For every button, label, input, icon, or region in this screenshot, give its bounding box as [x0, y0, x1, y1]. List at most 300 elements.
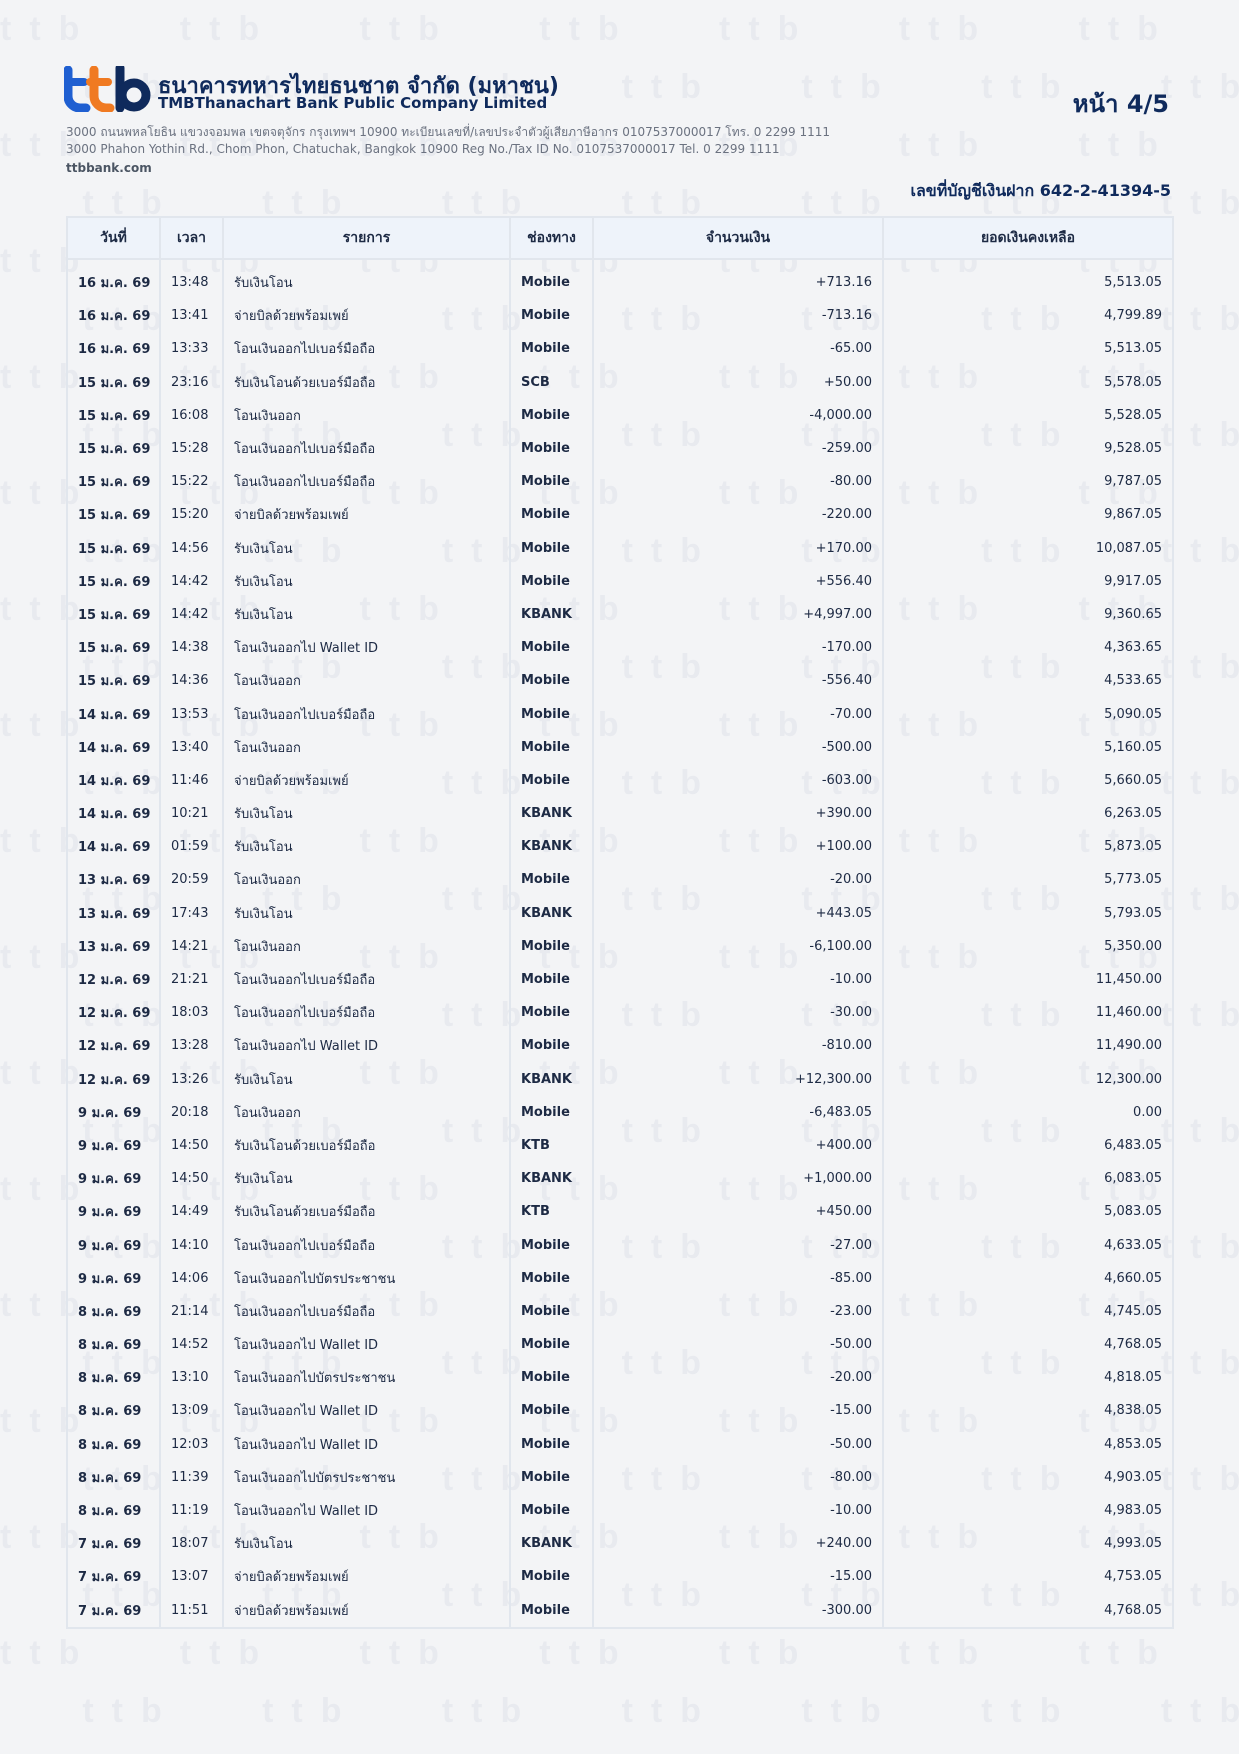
cell-balance: 4,768.05 [883, 1328, 1173, 1361]
cell-balance: 4,768.05 [883, 1594, 1173, 1628]
cell-date: 7 ม.ค. 69 [67, 1527, 160, 1560]
cell-date: 9 ม.ค. 69 [67, 1162, 160, 1195]
cell-time: 11:46 [160, 764, 223, 797]
cell-date: 8 ม.ค. 69 [67, 1494, 160, 1527]
cell-description: รับเงินโอน [223, 532, 510, 565]
table-row [67, 697, 1173, 730]
table-row [67, 299, 1173, 332]
ttb-logo [64, 66, 152, 112]
cell-amount: +100.00 [593, 830, 883, 863]
cell-channel: Mobile [510, 1594, 593, 1628]
cell-description: โอนเงินออกไปเบอร์มือถือ [223, 465, 510, 498]
cell-date: 15 ม.ค. 69 [67, 664, 160, 697]
cell-channel: Mobile [510, 532, 593, 565]
cell-balance: 9,917.05 [883, 565, 1173, 598]
table-row [67, 863, 1173, 896]
cell-amount: -27.00 [593, 1228, 883, 1261]
cell-description: โอนเงินออกไปบัตรประชาชน [223, 1262, 510, 1295]
cell-time: 13:40 [160, 731, 223, 764]
table-row [67, 764, 1173, 797]
cell-time: 12:03 [160, 1428, 223, 1461]
cell-balance: 4,993.05 [883, 1527, 1173, 1560]
cell-date: 8 ม.ค. 69 [67, 1361, 160, 1394]
cell-description: โอนเงินออก [223, 399, 510, 432]
cell-time: 18:07 [160, 1527, 223, 1560]
cell-balance: 5,350.00 [883, 930, 1173, 963]
cell-date: 15 ม.ค. 69 [67, 366, 160, 399]
cell-description: โอนเงินออก [223, 731, 510, 764]
table-row [67, 1295, 1173, 1328]
cell-amount: -6,100.00 [593, 930, 883, 963]
cell-date: 12 ม.ค. 69 [67, 996, 160, 1029]
cell-time: 14:42 [160, 598, 223, 631]
cell-description: โอนเงินออกไปบัตรประชาชน [223, 1461, 510, 1494]
cell-amount: -15.00 [593, 1394, 883, 1427]
cell-date: 9 ม.ค. 69 [67, 1262, 160, 1295]
table-row [67, 1328, 1173, 1361]
cell-balance: 4,745.05 [883, 1295, 1173, 1328]
cell-amount: -6,483.05 [593, 1096, 883, 1129]
table-row [67, 1195, 1173, 1228]
cell-balance: 5,660.05 [883, 764, 1173, 797]
cell-balance: 4,753.05 [883, 1560, 1173, 1593]
cell-date: 9 ม.ค. 69 [67, 1096, 160, 1129]
table-row [67, 1461, 1173, 1494]
cell-description: โอนเงินออกไปเบอร์มือถือ [223, 963, 510, 996]
cell-amount: -80.00 [593, 1461, 883, 1494]
cell-balance: 5,513.05 [883, 259, 1173, 299]
cell-time: 14:06 [160, 1262, 223, 1295]
cell-channel: Mobile [510, 432, 593, 465]
cell-date: 16 ม.ค. 69 [67, 299, 160, 332]
cell-amount: -810.00 [593, 1029, 883, 1062]
cell-time: 18:03 [160, 996, 223, 1029]
cell-amount: -10.00 [593, 963, 883, 996]
cell-description: จ่ายบิลด้วยพร้อมเพย์ [223, 299, 510, 332]
cell-description: รับเงินโอน [223, 1162, 510, 1195]
cell-amount: +556.40 [593, 565, 883, 598]
cell-date: 15 ม.ค. 69 [67, 465, 160, 498]
cell-time: 14:50 [160, 1129, 223, 1162]
table-row [67, 996, 1173, 1029]
cell-channel: KBANK [510, 1527, 593, 1560]
table-row [67, 1494, 1173, 1527]
cell-balance: 5,528.05 [883, 399, 1173, 432]
cell-channel: Mobile [510, 1560, 593, 1593]
cell-date: 14 ม.ค. 69 [67, 830, 160, 863]
cell-balance: 0.00 [883, 1096, 1173, 1129]
table-row [67, 1560, 1173, 1593]
header-balance: ยอดเงินคงเหลือ [883, 217, 1173, 259]
header-amount: จำนวนเงิน [593, 217, 883, 259]
cell-time: 15:22 [160, 465, 223, 498]
cell-description: จ่ายบิลด้วยพร้อมเพย์ [223, 498, 510, 531]
cell-date: 15 ม.ค. 69 [67, 598, 160, 631]
cell-balance: 4,533.65 [883, 664, 1173, 697]
cell-time: 21:14 [160, 1295, 223, 1328]
cell-channel: Mobile [510, 664, 593, 697]
cell-time: 14:52 [160, 1328, 223, 1361]
cell-channel: Mobile [510, 399, 593, 432]
cell-date: 13 ม.ค. 69 [67, 930, 160, 963]
table-row [67, 930, 1173, 963]
cell-balance: 6,263.05 [883, 797, 1173, 830]
cell-time: 14:50 [160, 1162, 223, 1195]
cell-time: 10:21 [160, 797, 223, 830]
cell-date: 8 ม.ค. 69 [67, 1295, 160, 1328]
cell-balance: 4,799.89 [883, 299, 1173, 332]
cell-channel: Mobile [510, 498, 593, 531]
table-row [67, 1394, 1173, 1427]
cell-time: 14:38 [160, 631, 223, 664]
table-row [67, 565, 1173, 598]
cell-time: 21:21 [160, 963, 223, 996]
cell-amount: -603.00 [593, 764, 883, 797]
cell-time: 23:16 [160, 366, 223, 399]
cell-amount: -4,000.00 [593, 399, 883, 432]
cell-description: รับเงินโอน [223, 259, 510, 299]
cell-amount: +400.00 [593, 1129, 883, 1162]
cell-date: 14 ม.ค. 69 [67, 797, 160, 830]
table-row [67, 830, 1173, 863]
cell-date: 12 ม.ค. 69 [67, 963, 160, 996]
cell-time: 14:10 [160, 1228, 223, 1261]
cell-balance: 4,983.05 [883, 1494, 1173, 1527]
cell-time: 15:20 [160, 498, 223, 531]
cell-time: 14:36 [160, 664, 223, 697]
cell-channel: Mobile [510, 1461, 593, 1494]
cell-date: 7 ม.ค. 69 [67, 1560, 160, 1593]
cell-amount: -85.00 [593, 1262, 883, 1295]
cell-date: 15 ม.ค. 69 [67, 532, 160, 565]
website-link[interactable]: ttbbank.com [66, 161, 152, 175]
cell-channel: Mobile [510, 697, 593, 730]
cell-amount: -70.00 [593, 697, 883, 730]
cell-amount: +50.00 [593, 366, 883, 399]
cell-balance: 5,578.05 [883, 366, 1173, 399]
table-row [67, 432, 1173, 465]
cell-description: โอนเงินออกไป Wallet ID [223, 1394, 510, 1427]
cell-description: โอนเงินออก [223, 930, 510, 963]
cell-date: 14 ม.ค. 69 [67, 764, 160, 797]
account-number: เลขที่บัญชีเงินฝาก 642-2-41394-5 [910, 181, 1171, 200]
cell-amount: -65.00 [593, 332, 883, 365]
cell-amount: -220.00 [593, 498, 883, 531]
cell-description: รับเงินโอนด้วยเบอร์มือถือ [223, 1195, 510, 1228]
cell-date: 12 ม.ค. 69 [67, 1063, 160, 1096]
table-row [67, 1262, 1173, 1295]
cell-description: โอนเงินออก [223, 664, 510, 697]
table-row [67, 259, 1173, 299]
table-row [67, 731, 1173, 764]
cell-channel: SCB [510, 366, 593, 399]
cell-description: รับเงินโอน [223, 1527, 510, 1560]
table-row [67, 332, 1173, 365]
cell-description: โอนเงินออก [223, 863, 510, 896]
cell-balance: 5,090.05 [883, 697, 1173, 730]
table-row [67, 598, 1173, 631]
table-row [67, 366, 1173, 399]
cell-channel: Mobile [510, 1494, 593, 1527]
cell-description: โอนเงินออกไปเบอร์มือถือ [223, 1228, 510, 1261]
cell-channel: Mobile [510, 1328, 593, 1361]
cell-time: 14:42 [160, 565, 223, 598]
table-row [67, 631, 1173, 664]
table-row [67, 1594, 1173, 1628]
cell-time: 13:26 [160, 1063, 223, 1096]
cell-amount: -23.00 [593, 1295, 883, 1328]
cell-description: รับเงินโอน [223, 797, 510, 830]
cell-date: 14 ม.ค. 69 [67, 731, 160, 764]
cell-channel: KBANK [510, 897, 593, 930]
table-row [67, 399, 1173, 432]
cell-date: 15 ม.ค. 69 [67, 399, 160, 432]
bank-name-english: TMBThanachart Bank Public Company Limited [158, 94, 548, 112]
table-row [67, 1361, 1173, 1394]
header-time: เวลา [160, 217, 223, 259]
cell-channel: Mobile [510, 565, 593, 598]
cell-channel: Mobile [510, 930, 593, 963]
cell-description: จ่ายบิลด้วยพร้อมเพย์ [223, 1560, 510, 1593]
header-date: วันที่ [67, 217, 160, 259]
cell-date: 15 ม.ค. 69 [67, 631, 160, 664]
table-row [67, 897, 1173, 930]
cell-amount: -170.00 [593, 631, 883, 664]
cell-channel: Mobile [510, 1428, 593, 1461]
table-row [67, 1162, 1173, 1195]
table-row [67, 664, 1173, 697]
table-row [67, 1428, 1173, 1461]
cell-channel: Mobile [510, 1262, 593, 1295]
cell-date: 16 ม.ค. 69 [67, 332, 160, 365]
cell-channel: KBANK [510, 1162, 593, 1195]
cell-amount: +450.00 [593, 1195, 883, 1228]
cell-time: 11:19 [160, 1494, 223, 1527]
transaction-table [66, 216, 1174, 1629]
cell-balance: 12,300.00 [883, 1063, 1173, 1096]
cell-date: 13 ม.ค. 69 [67, 863, 160, 896]
cell-date: 16 ม.ค. 69 [67, 259, 160, 299]
cell-channel: Mobile [510, 1096, 593, 1129]
cell-amount: -50.00 [593, 1328, 883, 1361]
cell-channel: Mobile [510, 1029, 593, 1062]
cell-balance: 5,873.05 [883, 830, 1173, 863]
cell-date: 13 ม.ค. 69 [67, 897, 160, 930]
cell-description: รับเงินโอน [223, 830, 510, 863]
cell-description: รับเงินโอน [223, 1063, 510, 1096]
address-english: 3000 Phahon Yothin Rd., Chom Phon, Chatuchak, Bangkok 10900 Reg No./Tax ID No. 0107537000017 Tel. 0 2299 1111 [66, 142, 780, 156]
cell-date: 8 ม.ค. 69 [67, 1328, 160, 1361]
cell-time: 13:41 [160, 299, 223, 332]
cell-description: โอนเงินออกไป Wallet ID [223, 1029, 510, 1062]
cell-amount: -259.00 [593, 432, 883, 465]
cell-date: 9 ม.ค. 69 [67, 1228, 160, 1261]
cell-channel: KBANK [510, 797, 593, 830]
cell-balance: 9,360.65 [883, 598, 1173, 631]
cell-amount: +390.00 [593, 797, 883, 830]
cell-date: 9 ม.ค. 69 [67, 1129, 160, 1162]
cell-amount: +1,000.00 [593, 1162, 883, 1195]
cell-balance: 4,818.05 [883, 1361, 1173, 1394]
cell-amount: -20.00 [593, 1361, 883, 1394]
cell-balance: 6,483.05 [883, 1129, 1173, 1162]
cell-channel: Mobile [510, 731, 593, 764]
cell-amount: -713.16 [593, 299, 883, 332]
table-row [67, 1129, 1173, 1162]
table-row [67, 465, 1173, 498]
cell-amount: -300.00 [593, 1594, 883, 1628]
cell-amount: +12,300.00 [593, 1063, 883, 1096]
header-channel: ช่องทาง [510, 217, 593, 259]
cell-channel: Mobile [510, 1394, 593, 1427]
cell-description: รับเงินโอนด้วยเบอร์มือถือ [223, 366, 510, 399]
cell-amount: -500.00 [593, 731, 883, 764]
cell-channel: Mobile [510, 863, 593, 896]
table-row [67, 963, 1173, 996]
cell-date: 8 ม.ค. 69 [67, 1461, 160, 1494]
cell-description: โอนเงินออกไปเบอร์มือถือ [223, 697, 510, 730]
cell-channel: Mobile [510, 963, 593, 996]
cell-channel: Mobile [510, 1361, 593, 1394]
address-thai: 3000 ถนนพหลโยธิน แขวงจอมพล เขตจตุจักร กรุงเทพฯ 10900 ทะเบียนเลขที่/เลขประจำตัวผู้เสียภาษีอากร 0107537000017 โทร. 0 2299 1111 [66, 125, 831, 139]
cell-balance: 9,787.05 [883, 465, 1173, 498]
cell-balance: 4,660.05 [883, 1262, 1173, 1295]
cell-balance: 10,087.05 [883, 532, 1173, 565]
cell-amount: +170.00 [593, 532, 883, 565]
cell-time: 13:33 [160, 332, 223, 365]
cell-balance: 11,490.00 [883, 1029, 1173, 1062]
table-row [67, 498, 1173, 531]
table-row [67, 797, 1173, 830]
cell-description: โอนเงินออกไป Wallet ID [223, 1428, 510, 1461]
cell-time: 20:18 [160, 1096, 223, 1129]
cell-channel: KBANK [510, 830, 593, 863]
cell-time: 15:28 [160, 432, 223, 465]
header-description: รายการ [223, 217, 510, 259]
cell-balance: 5,160.05 [883, 731, 1173, 764]
cell-balance: 5,773.05 [883, 863, 1173, 896]
cell-description: จ่ายบิลด้วยพร้อมเพย์ [223, 764, 510, 797]
cell-channel: KTB [510, 1129, 593, 1162]
table-row [67, 1063, 1173, 1096]
cell-description: โอนเงินออกไป Wallet ID [223, 1494, 510, 1527]
cell-time: 13:09 [160, 1394, 223, 1427]
cell-balance: 4,633.05 [883, 1228, 1173, 1261]
cell-description: โอนเงินออก [223, 1096, 510, 1129]
cell-date: 8 ม.ค. 69 [67, 1394, 160, 1427]
cell-time: 13:10 [160, 1361, 223, 1394]
bank-name-thai: ธนาคารทหารไทยธนชาต จำกัด (มหาชน) [158, 74, 559, 99]
cell-date: 9 ม.ค. 69 [67, 1195, 160, 1228]
cell-time: 14:49 [160, 1195, 223, 1228]
cell-channel: Mobile [510, 259, 593, 299]
table-row [67, 1228, 1173, 1261]
table-row [67, 1029, 1173, 1062]
cell-amount: +240.00 [593, 1527, 883, 1560]
cell-time: 13:07 [160, 1560, 223, 1593]
cell-channel: Mobile [510, 332, 593, 365]
cell-balance: 4,363.65 [883, 631, 1173, 664]
cell-channel: Mobile [510, 465, 593, 498]
cell-date: 15 ม.ค. 69 [67, 498, 160, 531]
cell-time: 14:21 [160, 930, 223, 963]
cell-time: 13:48 [160, 259, 223, 299]
cell-amount: -10.00 [593, 1494, 883, 1527]
cell-time: 14:56 [160, 532, 223, 565]
cell-balance: 4,853.05 [883, 1428, 1173, 1461]
cell-time: 11:39 [160, 1461, 223, 1494]
cell-description: โอนเงินออกไปบัตรประชาชน [223, 1361, 510, 1394]
cell-channel: Mobile [510, 631, 593, 664]
cell-balance: 6,083.05 [883, 1162, 1173, 1195]
table-row [67, 532, 1173, 565]
cell-amount: -80.00 [593, 465, 883, 498]
cell-amount: -30.00 [593, 996, 883, 1029]
table-row [67, 1527, 1173, 1560]
cell-date: 15 ม.ค. 69 [67, 432, 160, 465]
cell-amount: +443.05 [593, 897, 883, 930]
table-header-row [67, 217, 1173, 259]
cell-balance: 4,838.05 [883, 1394, 1173, 1427]
cell-channel: Mobile [510, 996, 593, 1029]
cell-date: 7 ม.ค. 69 [67, 1594, 160, 1628]
table-row [67, 1096, 1173, 1129]
cell-time: 16:08 [160, 399, 223, 432]
cell-date: 8 ม.ค. 69 [67, 1428, 160, 1461]
cell-time: 17:43 [160, 897, 223, 930]
page-number: หน้า 4/5 [1072, 90, 1169, 118]
cell-description: โอนเงินออกไปเบอร์มือถือ [223, 332, 510, 365]
cell-description: จ่ายบิลด้วยพร้อมเพย์ [223, 1594, 510, 1628]
cell-description: รับเงินโอนด้วยเบอร์มือถือ [223, 1129, 510, 1162]
cell-channel: Mobile [510, 764, 593, 797]
cell-channel: KBANK [510, 1063, 593, 1096]
cell-channel: KBANK [510, 598, 593, 631]
cell-description: โอนเงินออกไปเบอร์มือถือ [223, 432, 510, 465]
cell-channel: KTB [510, 1195, 593, 1228]
cell-date: 14 ม.ค. 69 [67, 697, 160, 730]
cell-description: รับเงินโอน [223, 565, 510, 598]
cell-balance: 4,903.05 [883, 1461, 1173, 1494]
cell-description: โอนเงินออกไปเบอร์มือถือ [223, 1295, 510, 1328]
cell-time: 13:28 [160, 1029, 223, 1062]
cell-amount: +4,997.00 [593, 598, 883, 631]
cell-balance: 9,867.05 [883, 498, 1173, 531]
cell-amount: -556.40 [593, 664, 883, 697]
cell-time: 01:59 [160, 830, 223, 863]
cell-balance: 9,528.05 [883, 432, 1173, 465]
cell-amount: -50.00 [593, 1428, 883, 1461]
cell-balance: 11,460.00 [883, 996, 1173, 1029]
cell-balance: 5,513.05 [883, 332, 1173, 365]
cell-balance: 5,793.05 [883, 897, 1173, 930]
cell-time: 20:59 [160, 863, 223, 896]
cell-description: รับเงินโอน [223, 598, 510, 631]
cell-balance: 5,083.05 [883, 1195, 1173, 1228]
cell-balance: 11,450.00 [883, 963, 1173, 996]
cell-amount: +713.16 [593, 259, 883, 299]
cell-description: โอนเงินออกไป Wallet ID [223, 1328, 510, 1361]
cell-time: 11:51 [160, 1594, 223, 1628]
cell-amount: -20.00 [593, 863, 883, 896]
cell-description: รับเงินโอน [223, 897, 510, 930]
cell-description: โอนเงินออกไปเบอร์มือถือ [223, 996, 510, 1029]
cell-amount: -15.00 [593, 1560, 883, 1593]
cell-description: โอนเงินออกไป Wallet ID [223, 631, 510, 664]
cell-date: 15 ม.ค. 69 [67, 565, 160, 598]
cell-channel: Mobile [510, 299, 593, 332]
cell-channel: Mobile [510, 1228, 593, 1261]
